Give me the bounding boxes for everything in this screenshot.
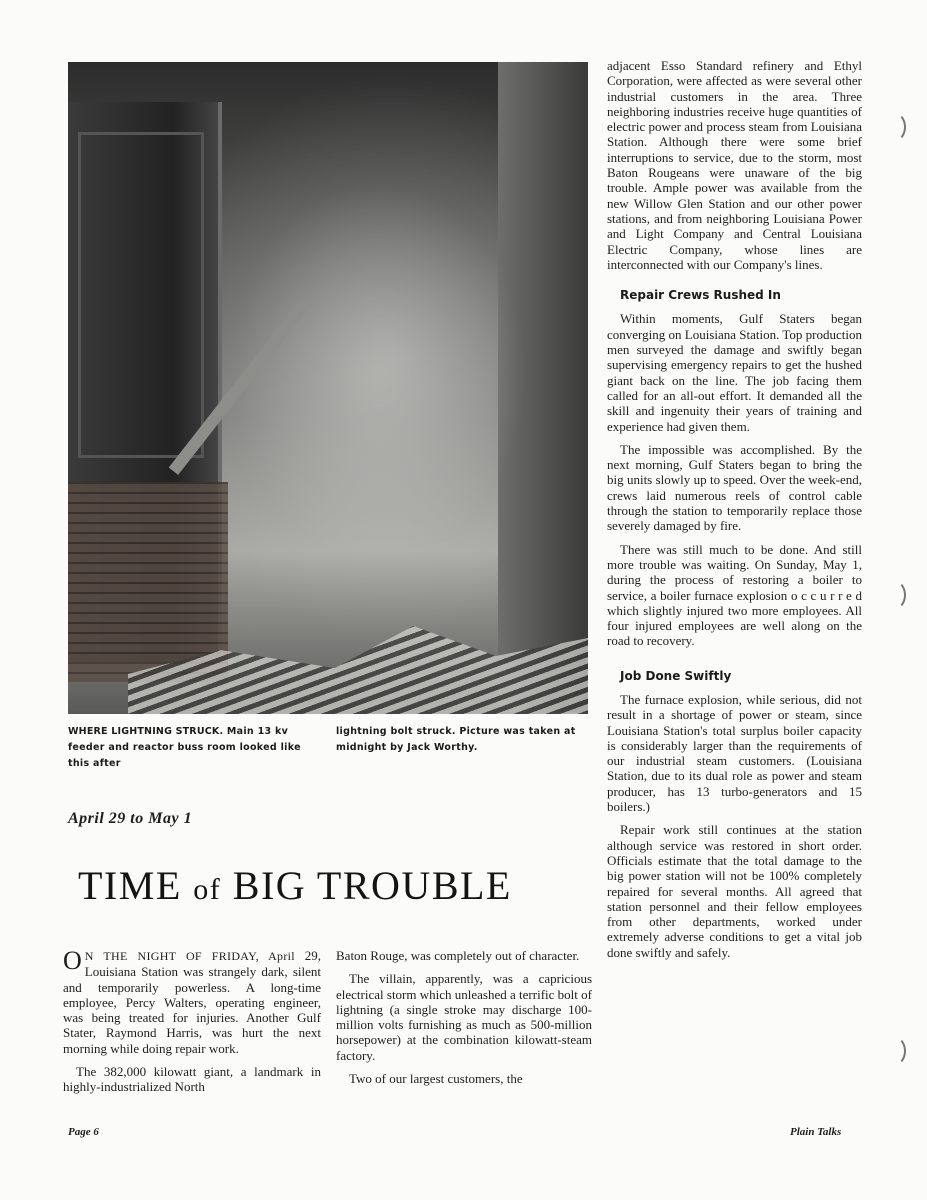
col1-paragraph-2: The 382,000 kilowatt giant, a landmark in highly-industrialized North	[63, 1064, 321, 1095]
article-column-1	[63, 948, 321, 1095]
headline-word-2: of	[193, 873, 222, 906]
article-column-2	[336, 948, 592, 1086]
binder-hole-mark-2	[882, 580, 906, 610]
drop-cap: O	[63, 946, 82, 975]
col2-paragraph-3: Two of our largest customers, the	[349, 1071, 523, 1087]
photo-caption-right	[336, 724, 588, 756]
col3-paragraph-2: Within moments, Gulf Staters began converging on Louisiana Station. Top production men surveyed the damage and swiftly began supervising emergency repairs to get the hushed giant back on the line. The job facing them called for an all-out effort. It demanded all the skill and ingenuity their years of training and experience had given them.	[607, 311, 862, 434]
col3-paragraph-3: The impossible was accomplished. By the next morning, Gulf Staters began to bring the big units slowly up to speed. Over the week-end, crews laid numerous reels of control cable through the station to temporarily replace those severely damaged by fire.	[607, 441, 862, 534]
page-number: Page 6	[68, 1126, 99, 1138]
subhead-job-done: Job Done Swiftly	[620, 668, 732, 683]
subhead-repair-crews: Repair Crews Rushed In	[620, 288, 781, 303]
caption-text-2: lightning bolt struck. Picture was taken at midnight by Jack Worthy.	[336, 726, 576, 753]
headline-word-1: TIME	[78, 863, 182, 908]
publication-name: Plain Talks	[790, 1126, 842, 1138]
col3-paragraph-5: The furnace explosion, while serious, did not result in a shortage of power or steam, since Louisiana Station's total surplus boiler capacity is considerably larger than the requirements of our industrial steam customers. (Louisiana Station, due to its dual role as power and steam producer, has 13 turbo-generators and 15 boilers.)	[607, 691, 862, 815]
article-column-3	[607, 58, 862, 960]
headline	[78, 862, 512, 909]
photo-caption-left	[68, 724, 318, 772]
col1-paragraph-1: 29, Louisiana Station was strangely dark, silent and temporarily powerless. A long-time employee, Percy Walters, operating engineer, was being treated for injuries. Another Gulf Stater, Raymond Harris, was hurt the next morning while doing repair work.	[63, 948, 321, 1056]
col2-paragraph-1: Baton Rouge, was completely out of character.	[336, 948, 580, 963]
col3-paragraph-6: Repair work still continues at the station although service was restored in short order. Officials estimate that the total damage to the big power station will not be 100% completely repaired for several months. All agreed that station personnel and their fellow employees from other departments, worked under extremely adverse conditions to get a vital job done swiftly and safely.	[607, 822, 862, 960]
col3-paragraph-1: adjacent Esso Standard refinery and Ethyl Corporation, were affected as were several other industrial customers in the area. Three neighboring industries receive huge quantities of electric power and process steam from Louisiana Station. Although there were some brief interruptions to service, due to the storm, most Baton Rougeans were unaware of the big trouble. Ample power was available from the new Willow Glen Station and our other power stations, and from neighboring Louisiana Power and Light Company and Central Louisiana Electric Company, whose lines are interconnected with our Company's lines.	[607, 58, 862, 272]
article-photo	[68, 62, 588, 714]
lead-caps: N THE NIGHT OF FRIDAY, April	[84, 949, 295, 963]
brick-wall	[68, 482, 228, 682]
col3-paragraph-4: There was still much to be done. And still more trouble was waiting. On Sunday, May 1, during the process of restoring a boiler to service, a boiler furnace explosion o c c u r r e d which slightly injured two more employees. All four injured employees are well along on the road to recovery.	[607, 541, 862, 649]
caption-lead: WHERE LIGHTNING STRUCK.	[68, 726, 224, 737]
binder-hole-mark-1	[882, 112, 906, 142]
smoke-haze	[228, 182, 528, 562]
binder-hole-mark-3	[882, 1036, 906, 1066]
caption-text-1: Main 13 kv feeder and reactor buss room looked like this after	[68, 726, 301, 769]
headline-word-3: BIG TROUBLE	[232, 863, 512, 908]
dateline: April 29 to May 1	[68, 810, 193, 827]
col2-paragraph-2: The villain, apparently, was a capricious electrical storm which unleashed a terrific bolt of lightning (a single stroke may discharge 100-million volts furnishing as much as 500-million horsepower) at the combination kilowatt-steam factory.	[336, 971, 592, 1063]
